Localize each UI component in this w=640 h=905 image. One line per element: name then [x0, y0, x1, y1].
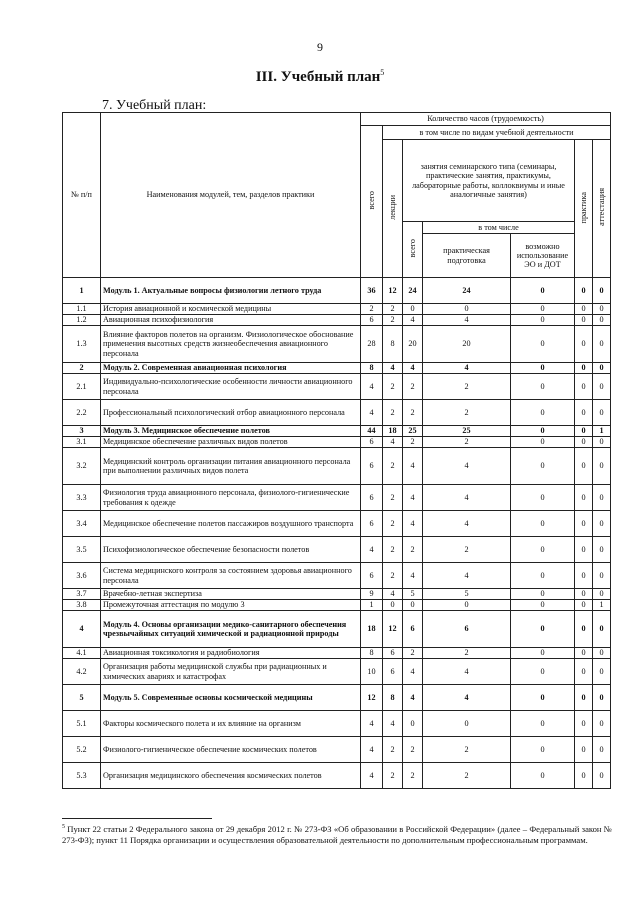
cell-lectures: 4 — [383, 711, 403, 737]
cell-name: Авиационная токсикология и радиобиология — [101, 648, 361, 659]
cell-sem-total: 4 — [403, 685, 423, 711]
cell-sem-total: 2 — [403, 400, 423, 426]
header-lectures-text: лекции — [387, 194, 397, 220]
cell-num: 1 — [63, 278, 101, 304]
cell-total: 9 — [361, 589, 383, 600]
cell-practical: 20 — [423, 326, 511, 363]
cell-practice: 0 — [575, 363, 593, 374]
table-row — [63, 537, 611, 563]
cell-num: 4.2 — [63, 659, 101, 685]
cell-name: Индивидуально-психологические особенности личности авиационного персонала — [101, 374, 361, 400]
header-lectures — [383, 140, 403, 278]
table-row — [63, 563, 611, 589]
table-row — [63, 763, 611, 789]
cell-eo: 0 — [511, 589, 575, 600]
cell-total: 4 — [361, 374, 383, 400]
cell-practical: 2 — [423, 737, 511, 763]
cell-eo: 0 — [511, 537, 575, 563]
cell-practice: 0 — [575, 600, 593, 611]
table-row — [63, 511, 611, 537]
cell-practice: 0 — [575, 763, 593, 789]
cell-name: Модуль 1. Актуальные вопросы физиологии летного труда — [101, 278, 361, 304]
cell-num: 3.7 — [63, 589, 101, 600]
cell-sem-total: 4 — [403, 511, 423, 537]
cell-sem-total: 5 — [403, 589, 423, 600]
cell-practice: 0 — [575, 537, 593, 563]
cell-name: Модуль 5. Современные основы космической медицины — [101, 685, 361, 711]
cell-eo: 0 — [511, 659, 575, 685]
cell-practical: 25 — [423, 426, 511, 437]
cell-eo: 0 — [511, 563, 575, 589]
table-row — [63, 589, 611, 600]
cell-eo: 0 — [511, 437, 575, 448]
cell-eo: 0 — [511, 763, 575, 789]
cell-attestation: 0 — [593, 485, 611, 511]
cell-num: 1.2 — [63, 315, 101, 326]
heading-footnote-ref: 5 — [380, 68, 385, 77]
cell-name: Факторы космического полета и их влияние на организм — [101, 711, 361, 737]
cell-practical: 4 — [423, 448, 511, 485]
cell-name: Психофизиологическое обеспечение безопасности полетов — [101, 537, 361, 563]
module-row — [63, 426, 611, 437]
cell-practical: 0 — [423, 600, 511, 611]
cell-name: Модуль 4. Основы организации медико-санитарного обеспечения чрезвычайных ситуаций химической и радиационной природы — [101, 611, 361, 648]
cell-attestation: 0 — [593, 537, 611, 563]
cell-name: Врачебно-летная экспертиза — [101, 589, 361, 600]
footnote-separator — [62, 818, 212, 819]
cell-sem-total: 4 — [403, 563, 423, 589]
cell-name: Медицинское обеспечение различных видов полетов — [101, 437, 361, 448]
footnote-mark: 5 — [62, 824, 65, 831]
cell-lectures: 18 — [383, 426, 403, 437]
cell-name: Медицинское обеспечение полетов пассажиров воздушного транспорта — [101, 511, 361, 537]
header-sem-total-text: всего — [407, 239, 417, 258]
header-attestation-text: аттестация — [596, 188, 606, 227]
cell-total: 1 — [361, 600, 383, 611]
cell-practical: 2 — [423, 763, 511, 789]
cell-name: Система медицинского контроля за состоянием здоровья авиационного персонала — [101, 563, 361, 589]
table-row — [63, 485, 611, 511]
cell-name: История авиационной и космической медицины — [101, 304, 361, 315]
cell-sem-total: 0 — [403, 711, 423, 737]
cell-practical: 2 — [423, 648, 511, 659]
cell-attestation: 0 — [593, 374, 611, 400]
cell-total: 6 — [361, 485, 383, 511]
cell-name: Физиолого-гигиеническое обеспечение космических полетов — [101, 737, 361, 763]
cell-num: 5.3 — [63, 763, 101, 789]
cell-practical: 4 — [423, 315, 511, 326]
cell-total: 8 — [361, 363, 383, 374]
footnote-text: Пункт 22 статьи 2 Федерального закона от 29 декабря 2012 г. № 273-ФЗ «Об образовании в Российской Федерации» (далее – Федеральный закон № 273-ФЗ); пункт 11 Порядка организации и осуществления образовательной деятельности по дополнительным профессиональным программам. — [62, 824, 612, 846]
cell-attestation: 0 — [593, 659, 611, 685]
header-eo: возможно использование ЭО и ДОТ — [511, 234, 575, 278]
cell-name: Промежуточная аттестация по модулю 3 — [101, 600, 361, 611]
cell-attestation: 0 — [593, 400, 611, 426]
cell-attestation: 0 — [593, 304, 611, 315]
cell-attestation: 0 — [593, 711, 611, 737]
cell-practice: 0 — [575, 448, 593, 485]
cell-eo: 0 — [511, 374, 575, 400]
table-row — [63, 737, 611, 763]
cell-practical: 2 — [423, 437, 511, 448]
cell-num: 5 — [63, 685, 101, 711]
cell-lectures: 2 — [383, 374, 403, 400]
table-row — [63, 659, 611, 685]
header-seminar: занятия семинарского типа (семинары, практические занятия, практикумы, лабораторные работы, коллоквиумы и иные аналогичные занятия) — [403, 140, 575, 222]
cell-total: 4 — [361, 711, 383, 737]
cell-lectures: 12 — [383, 278, 403, 304]
cell-total: 10 — [361, 659, 383, 685]
cell-practice: 0 — [575, 611, 593, 648]
cell-practice: 0 — [575, 426, 593, 437]
cell-practical: 0 — [423, 711, 511, 737]
cell-num: 1.1 — [63, 304, 101, 315]
cell-attestation: 1 — [593, 600, 611, 611]
table-row — [63, 374, 611, 400]
cell-lectures: 6 — [383, 659, 403, 685]
cell-attestation: 0 — [593, 737, 611, 763]
header-incl-types: в том числе по видам учебной деятельности — [383, 126, 611, 140]
module-row — [63, 278, 611, 304]
cell-sem-total: 2 — [403, 437, 423, 448]
cell-total: 2 — [361, 304, 383, 315]
section-heading-text: III. Учебный план — [255, 69, 381, 85]
cell-num: 3 — [63, 426, 101, 437]
header-practice-text: практика — [578, 191, 588, 224]
cell-practical: 4 — [423, 659, 511, 685]
cell-name: Медицинский контроль организации питания авиационного персонала при выполнении различных видов полета — [101, 448, 361, 485]
cell-attestation: 0 — [593, 685, 611, 711]
cell-practical: 4 — [423, 511, 511, 537]
cell-eo: 0 — [511, 326, 575, 363]
cell-total: 44 — [361, 426, 383, 437]
cell-lectures: 4 — [383, 589, 403, 600]
cell-practical: 2 — [423, 400, 511, 426]
cell-eo: 0 — [511, 600, 575, 611]
cell-total: 12 — [361, 685, 383, 711]
cell-attestation: 0 — [593, 326, 611, 363]
cell-eo: 0 — [511, 448, 575, 485]
cell-sem-total: 2 — [403, 374, 423, 400]
header-name: Наименования модулей, тем, разделов практики — [101, 113, 361, 278]
cell-eo: 0 — [511, 278, 575, 304]
cell-total: 28 — [361, 326, 383, 363]
cell-eo: 0 — [511, 315, 575, 326]
header-attestation — [593, 140, 611, 278]
curriculum-table — [62, 112, 611, 789]
header-hours: Количество часов (трудоемкость) — [361, 113, 611, 126]
cell-eo: 0 — [511, 685, 575, 711]
cell-sem-total: 0 — [403, 600, 423, 611]
section-heading — [0, 68, 640, 86]
cell-practice: 0 — [575, 485, 593, 511]
table-row — [63, 304, 611, 315]
cell-practical: 2 — [423, 537, 511, 563]
cell-practice: 0 — [575, 589, 593, 600]
header-practical: практическая подготовка — [423, 234, 511, 278]
cell-name: Модуль 2. Современная авиационная психология — [101, 363, 361, 374]
cell-attestation: 0 — [593, 648, 611, 659]
table-row — [63, 437, 611, 448]
cell-total: 4 — [361, 763, 383, 789]
module-row — [63, 611, 611, 648]
cell-total: 36 — [361, 278, 383, 304]
cell-practice: 0 — [575, 400, 593, 426]
cell-practice: 0 — [575, 374, 593, 400]
cell-sem-total: 4 — [403, 448, 423, 485]
header-sem-total — [403, 222, 423, 278]
cell-practice: 0 — [575, 437, 593, 448]
table-row — [63, 400, 611, 426]
cell-sem-total: 2 — [403, 537, 423, 563]
cell-attestation: 0 — [593, 563, 611, 589]
cell-sem-total: 4 — [403, 315, 423, 326]
cell-name: Организация медицинского обеспечения космических полетов — [101, 763, 361, 789]
cell-sem-total: 4 — [403, 659, 423, 685]
table-row — [63, 711, 611, 737]
table-row — [63, 326, 611, 363]
cell-practice: 0 — [575, 278, 593, 304]
cell-practical: 6 — [423, 611, 511, 648]
header-total-text: всего — [366, 191, 376, 210]
cell-total: 4 — [361, 400, 383, 426]
cell-lectures: 2 — [383, 511, 403, 537]
cell-name: Авиационная психофизиология — [101, 315, 361, 326]
cell-num: 2.2 — [63, 400, 101, 426]
cell-sem-total: 4 — [403, 363, 423, 374]
cell-num: 2.1 — [63, 374, 101, 400]
cell-practical: 4 — [423, 563, 511, 589]
cell-eo: 0 — [511, 400, 575, 426]
cell-lectures: 2 — [383, 315, 403, 326]
cell-sem-total: 4 — [403, 485, 423, 511]
header-practice — [575, 140, 593, 278]
cell-total: 6 — [361, 437, 383, 448]
cell-sem-total: 25 — [403, 426, 423, 437]
cell-practice: 0 — [575, 711, 593, 737]
cell-num: 4.1 — [63, 648, 101, 659]
cell-total: 8 — [361, 648, 383, 659]
cell-num: 3.3 — [63, 485, 101, 511]
cell-attestation: 0 — [593, 315, 611, 326]
cell-practical: 4 — [423, 363, 511, 374]
cell-lectures: 8 — [383, 685, 403, 711]
cell-lectures: 8 — [383, 326, 403, 363]
page-number: 9 — [317, 40, 323, 54]
cell-practical: 0 — [423, 304, 511, 315]
table-body — [63, 278, 611, 789]
cell-lectures: 2 — [383, 400, 403, 426]
cell-total: 6 — [361, 448, 383, 485]
cell-lectures: 12 — [383, 611, 403, 648]
cell-attestation: 0 — [593, 763, 611, 789]
cell-lectures: 2 — [383, 485, 403, 511]
cell-total: 6 — [361, 511, 383, 537]
cell-attestation: 0 — [593, 611, 611, 648]
table-row — [63, 448, 611, 485]
cell-lectures: 2 — [383, 563, 403, 589]
cell-practical: 4 — [423, 685, 511, 711]
cell-eo: 0 — [511, 363, 575, 374]
cell-total: 18 — [361, 611, 383, 648]
table-row — [63, 315, 611, 326]
cell-lectures: 2 — [383, 448, 403, 485]
cell-name: Организация работы медицинской службы при радиационных и химических авариях и катастрофах — [101, 659, 361, 685]
cell-lectures: 2 — [383, 304, 403, 315]
header-incl: в том числе — [423, 222, 575, 234]
header-num: № п/п — [63, 113, 101, 278]
cell-eo: 0 — [511, 304, 575, 315]
cell-practice: 0 — [575, 326, 593, 363]
cell-practice: 0 — [575, 315, 593, 326]
cell-practice: 0 — [575, 648, 593, 659]
cell-total: 4 — [361, 537, 383, 563]
cell-eo: 0 — [511, 426, 575, 437]
module-row — [63, 363, 611, 374]
footnote — [62, 824, 612, 846]
cell-lectures: 0 — [383, 600, 403, 611]
cell-sem-total: 2 — [403, 648, 423, 659]
cell-attestation: 1 — [593, 426, 611, 437]
cell-num: 1.3 — [63, 326, 101, 363]
cell-eo: 0 — [511, 648, 575, 659]
cell-lectures: 4 — [383, 363, 403, 374]
cell-num: 5.1 — [63, 711, 101, 737]
table-row — [63, 648, 611, 659]
cell-practical: 24 — [423, 278, 511, 304]
cell-sem-total: 2 — [403, 737, 423, 763]
cell-name: Физиология труда авиационного персонала, физиолого-гигиенические требования к одежде — [101, 485, 361, 511]
cell-eo: 0 — [511, 511, 575, 537]
cell-total: 4 — [361, 737, 383, 763]
cell-practical: 4 — [423, 485, 511, 511]
cell-num: 3.1 — [63, 437, 101, 448]
cell-num: 4 — [63, 611, 101, 648]
cell-name: Модуль 3. Медицинское обеспечение полетов — [101, 426, 361, 437]
cell-attestation: 0 — [593, 589, 611, 600]
cell-sem-total: 0 — [403, 304, 423, 315]
table-row — [63, 600, 611, 611]
cell-lectures: 4 — [383, 437, 403, 448]
cell-sem-total: 20 — [403, 326, 423, 363]
cell-num: 3.4 — [63, 511, 101, 537]
subheading: 7. Учебный план: — [102, 98, 207, 113]
cell-practical: 2 — [423, 374, 511, 400]
module-row — [63, 685, 611, 711]
cell-lectures: 2 — [383, 537, 403, 563]
cell-eo: 0 — [511, 611, 575, 648]
cell-lectures: 2 — [383, 763, 403, 789]
cell-total: 6 — [361, 315, 383, 326]
cell-name: Профессиональный психологический отбор авиационного персонала — [101, 400, 361, 426]
cell-attestation: 0 — [593, 363, 611, 374]
cell-name: Влияние факторов полетов на организм. Физиологическое обоснование применения высотных средств жизнеобеспечения авиационного персонала — [101, 326, 361, 363]
cell-practice: 0 — [575, 685, 593, 711]
cell-num: 5.2 — [63, 737, 101, 763]
cell-num: 3.8 — [63, 600, 101, 611]
cell-eo: 0 — [511, 485, 575, 511]
cell-num: 3.2 — [63, 448, 101, 485]
cell-sem-total: 2 — [403, 763, 423, 789]
cell-attestation: 0 — [593, 278, 611, 304]
cell-num: 3.5 — [63, 537, 101, 563]
cell-practice: 0 — [575, 511, 593, 537]
cell-practice: 0 — [575, 659, 593, 685]
cell-num: 3.6 — [63, 563, 101, 589]
cell-lectures: 6 — [383, 648, 403, 659]
cell-practice: 0 — [575, 737, 593, 763]
cell-lectures: 2 — [383, 737, 403, 763]
cell-eo: 0 — [511, 711, 575, 737]
cell-attestation: 0 — [593, 511, 611, 537]
cell-total: 6 — [361, 563, 383, 589]
cell-practice: 0 — [575, 563, 593, 589]
header-total — [361, 126, 383, 278]
cell-eo: 0 — [511, 737, 575, 763]
cell-num: 2 — [63, 363, 101, 374]
cell-attestation: 0 — [593, 448, 611, 485]
cell-practice: 0 — [575, 304, 593, 315]
cell-attestation: 0 — [593, 437, 611, 448]
cell-sem-total: 24 — [403, 278, 423, 304]
cell-sem-total: 6 — [403, 611, 423, 648]
cell-practical: 5 — [423, 589, 511, 600]
